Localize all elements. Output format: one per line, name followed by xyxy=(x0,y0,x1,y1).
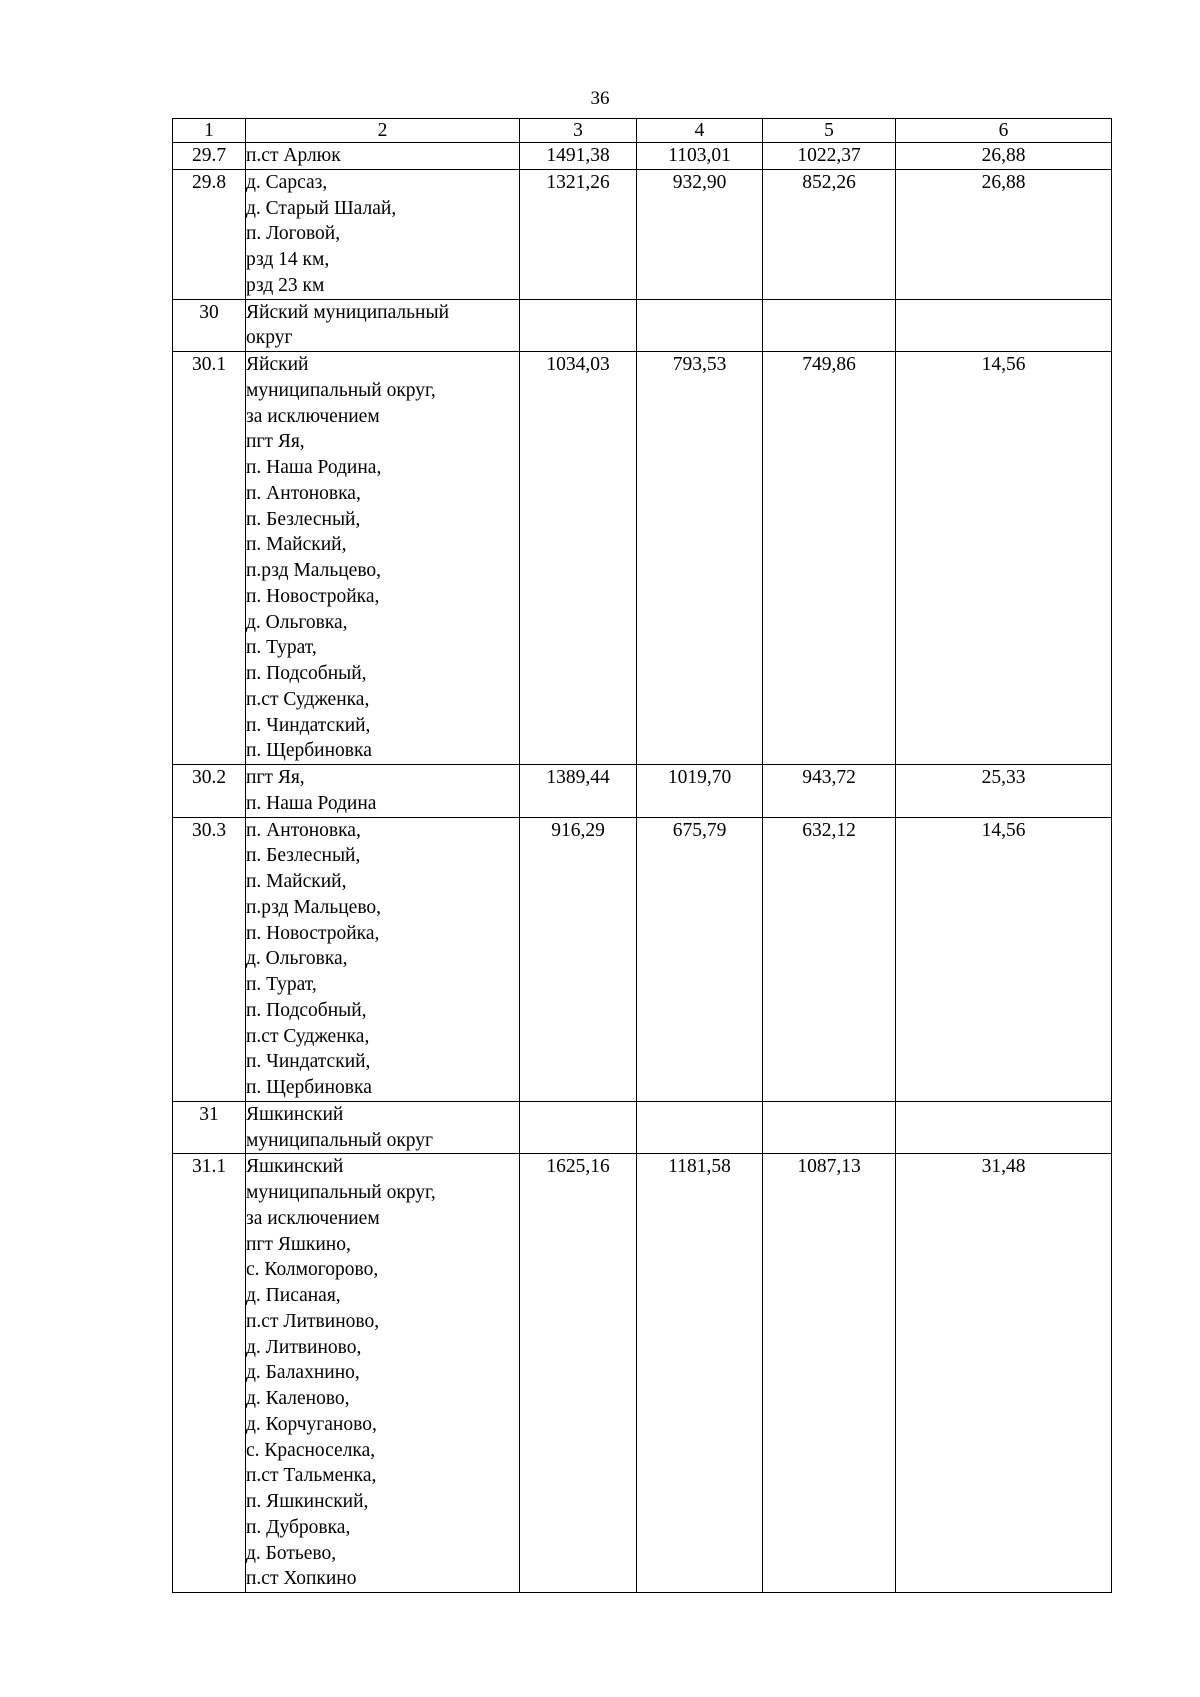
value-cell-v5: 1022,37 xyxy=(763,143,896,170)
value-cell-v6: 25,33 xyxy=(896,765,1112,818)
row-number-cell: 31 xyxy=(173,1101,246,1154)
territory-line: д. Балахнино, xyxy=(246,1362,360,1384)
territory-line: д. Каленово, xyxy=(246,1388,350,1409)
territory-line: за исключением xyxy=(246,1207,380,1229)
value-cell-v4: 675,79 xyxy=(637,817,763,1101)
territory-cell xyxy=(246,1101,520,1154)
value-cell-v5: 852,26 xyxy=(763,169,896,299)
territory-line: п.ст Литвиново, xyxy=(246,1310,380,1332)
territory-line: п. Щербиновка xyxy=(246,740,372,762)
table-row xyxy=(173,299,1112,352)
value-cell-v6: 26,88 xyxy=(896,169,1112,299)
territory-line: п.рзд Мальцево, xyxy=(246,560,382,581)
territory-line: д. Литвиново, xyxy=(246,1336,362,1358)
territory-line: п. Наша Родина, xyxy=(246,457,382,478)
territory-line: п.ст Судженка, xyxy=(246,1025,370,1047)
value-cell-v3: 916,29 xyxy=(520,817,637,1101)
table-row xyxy=(173,352,1112,765)
territory-line: д. Ботьево, xyxy=(246,1542,337,1564)
territory-line: д. Ольговка, xyxy=(246,948,348,970)
territory-line: п. Безлесный, xyxy=(246,508,361,530)
value-cell-v6: 26,88 xyxy=(896,143,1112,170)
value-cell-v5: 749,86 xyxy=(763,352,896,765)
territory-line: п. Чиндатский, xyxy=(246,714,371,736)
table-row xyxy=(173,765,1112,818)
tariff-table xyxy=(172,118,1112,1593)
row-number-cell: 30.3 xyxy=(173,817,246,1101)
territory-line: пгт Яшкино, xyxy=(246,1233,351,1255)
territory-line: п. Турат, xyxy=(246,637,317,659)
row-number-cell: 29.8 xyxy=(173,169,246,299)
territory-line: п. Турат, xyxy=(246,974,317,995)
column-header: 3 xyxy=(520,119,637,143)
territory-line: п.ст Хопкино xyxy=(246,1568,357,1590)
territory-line: п. Яшкинский, xyxy=(246,1491,369,1512)
row-number-cell: 30.1 xyxy=(173,352,246,765)
territory-line: п. Новостройка, xyxy=(246,585,380,607)
territory-cell xyxy=(246,817,520,1101)
territory-line: п. Чиндатский, xyxy=(246,1051,371,1073)
territory-line: с. Колмогорово, xyxy=(246,1259,379,1281)
page-number: 36 xyxy=(590,88,610,109)
territory-line: п. Щербиновка xyxy=(246,1077,372,1098)
territory-line: Яйский xyxy=(246,354,309,375)
territory-cell xyxy=(246,169,520,299)
territory-line: рзд 14 км, xyxy=(246,249,330,270)
territory-line: п.рзд Мальцево, xyxy=(246,896,382,918)
value-cell-v4 xyxy=(637,299,763,352)
territory-line: д. Писаная, xyxy=(246,1285,341,1306)
value-cell-v4 xyxy=(637,1101,763,1154)
table-row xyxy=(173,169,1112,299)
column-header: 2 xyxy=(246,119,520,143)
column-header: 5 xyxy=(763,119,896,143)
territory-line: муниципальный округ, xyxy=(246,1182,436,1203)
territory-line: Яйский муниципальный xyxy=(246,301,450,323)
table-row xyxy=(173,143,1112,170)
value-cell-v3 xyxy=(520,299,637,352)
value-cell-v4: 1181,58 xyxy=(637,1154,763,1593)
value-cell-v6 xyxy=(896,1101,1112,1154)
territory-line: п. Дубровка, xyxy=(246,1516,351,1538)
territory-cell xyxy=(246,143,520,170)
territory-line: округ xyxy=(246,327,293,349)
value-cell-v5 xyxy=(763,1101,896,1154)
territory-line: д. Старый Шалай, xyxy=(246,197,397,219)
territory-line: пгт Яя, xyxy=(246,767,305,788)
value-cell-v3: 1034,03 xyxy=(520,352,637,765)
territory-line: муниципальный округ, xyxy=(246,379,436,401)
territory-cell xyxy=(246,765,520,818)
territory-line: п. Наша Родина xyxy=(246,792,377,814)
territory-line: п. Безлесный, xyxy=(246,845,361,867)
value-cell-v3: 1389,44 xyxy=(520,765,637,818)
value-cell-v6: 31,48 xyxy=(896,1154,1112,1593)
territory-line: п. Подсобный, xyxy=(246,663,367,684)
table-row xyxy=(173,1101,1112,1154)
territory-line: п. Антоновка, xyxy=(246,482,361,504)
territory-line: пгт Яя, xyxy=(246,431,305,453)
territory-line: Яшкинский xyxy=(246,1103,344,1125)
value-cell-v3: 1491,38 xyxy=(520,143,637,170)
territory-line: п. Подсобный, xyxy=(246,999,367,1021)
column-header: 6 xyxy=(896,119,1112,143)
column-header: 1 xyxy=(173,119,246,143)
territory-line: рзд 23 км xyxy=(246,274,325,296)
value-cell-v6 xyxy=(896,299,1112,352)
row-number-cell: 29.7 xyxy=(173,143,246,170)
column-header: 4 xyxy=(637,119,763,143)
row-number-cell: 31.1 xyxy=(173,1154,246,1593)
value-cell-v3: 1625,16 xyxy=(520,1154,637,1593)
value-cell-v5: 1087,13 xyxy=(763,1154,896,1593)
value-cell-v3 xyxy=(520,1101,637,1154)
territory-line: д. Ольговка, xyxy=(246,611,348,633)
territory-line: п. Новостройка, xyxy=(246,922,380,944)
territory-line: п. Антоновка, xyxy=(246,819,361,841)
value-cell-v6: 14,56 xyxy=(896,817,1112,1101)
value-cell-v4: 1103,01 xyxy=(637,143,763,170)
value-cell-v6: 14,56 xyxy=(896,352,1112,765)
value-cell-v4: 793,53 xyxy=(637,352,763,765)
table-body xyxy=(173,143,1112,1593)
value-cell-v4: 1019,70 xyxy=(637,765,763,818)
value-cell-v3: 1321,26 xyxy=(520,169,637,299)
territory-line: п.ст Судженка, xyxy=(246,688,370,710)
table-row xyxy=(173,1154,1112,1593)
value-cell-v5 xyxy=(763,299,896,352)
territory-line: Яшкинский xyxy=(246,1156,344,1178)
territory-cell xyxy=(246,1154,520,1593)
header-row xyxy=(173,119,1112,143)
territory-line: п. Майский, xyxy=(246,534,347,556)
territory-line: д. Сарсаз, xyxy=(246,171,328,193)
territory-line: п.ст Тальменка, xyxy=(246,1465,377,1487)
territory-line: муниципальный округ xyxy=(246,1129,434,1151)
value-cell-v4: 932,90 xyxy=(637,169,763,299)
row-number-cell: 30 xyxy=(173,299,246,352)
territory-cell xyxy=(246,299,520,352)
territory-line: п. Майский, xyxy=(246,871,347,892)
value-cell-v5: 632,12 xyxy=(763,817,896,1101)
territory-line: за исключением xyxy=(246,405,380,427)
table-row xyxy=(173,817,1112,1101)
territory-line: п. Логовой, xyxy=(246,223,341,245)
row-number-cell: 30.2 xyxy=(173,765,246,818)
territory-cell xyxy=(246,352,520,765)
territory-line: с. Красноселка, xyxy=(246,1439,376,1461)
territory-line: п.ст Арлюк xyxy=(246,145,341,166)
territory-line: д. Корчуганово, xyxy=(246,1413,377,1435)
value-cell-v5: 943,72 xyxy=(763,765,896,818)
